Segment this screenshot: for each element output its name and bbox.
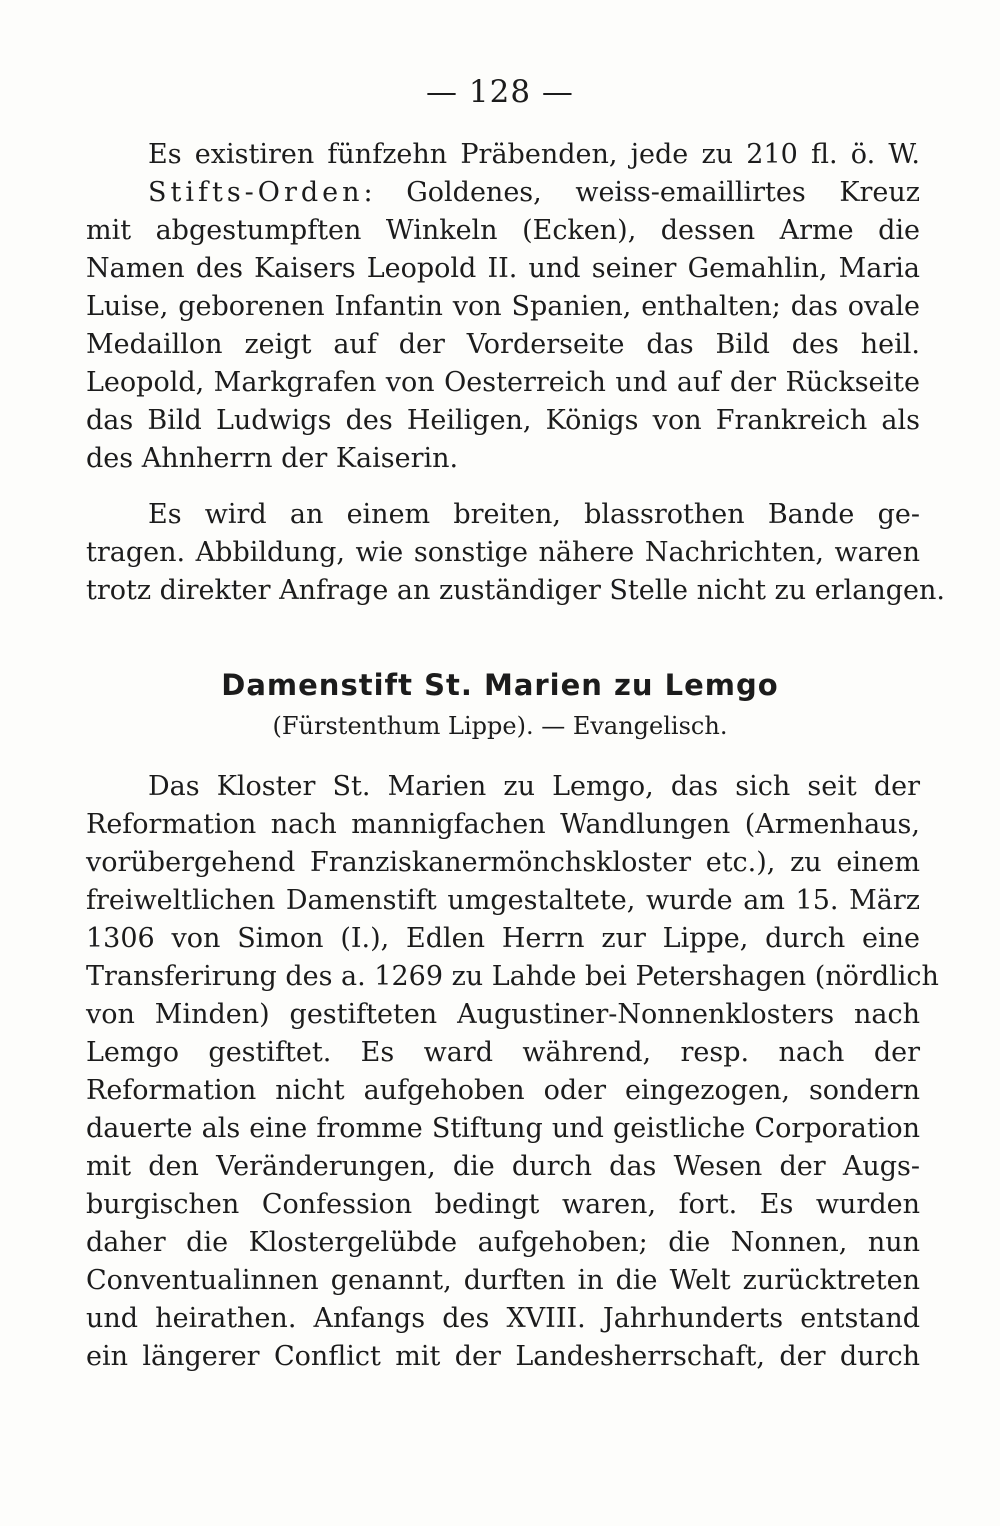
text-line: vorübergehend Franziskanermönchskloster etc.), zu einem <box>86 847 920 878</box>
text-line: trotz direkter Anfrage an zuständiger Stelle nicht zu erlangen. <box>86 575 945 606</box>
text-line: burgischen Confession bedingt waren, fort. Es wurden <box>86 1189 920 1220</box>
text-line: mit abgestumpften Winkeln (Ecken), dessen Arme die <box>86 215 920 246</box>
text-line: Conventualinnen genannt, durften in die Welt zurücktreten <box>86 1265 920 1296</box>
text-line-stifts-orden <box>86 174 920 212</box>
text-line: und heirathen. Anfangs des XVIII. Jahrhunderts entstand <box>86 1303 920 1334</box>
stifts-orden-text: : Goldenes, weiss-emaillirtes Kreuz <box>363 177 920 208</box>
text-line: 1306 von Simon (I.), Edlen Herrn zur Lippe, durch eine <box>86 923 920 954</box>
text-line: Transferirung des a. 1269 zu Lahde bei Petershagen (nördlich <box>86 961 939 992</box>
page-number: — 128 — <box>426 74 574 110</box>
paragraph-band <box>86 496 945 610</box>
text-line: tragen. Abbildung, wie sonstige nähere Nachrichten, waren <box>86 537 920 568</box>
text-line: des Ahnherrn der Kaiserin. <box>86 443 459 474</box>
text-line: von Minden) gestifteten Augustiner-Nonnenklosters nach <box>86 999 920 1030</box>
text-line: freiweltlichen Damenstift umgestaltete, wurde am 15. März <box>86 885 920 916</box>
text-line: Reformation nach mannigfachen Wandlungen (Armenhaus, <box>86 809 920 840</box>
text-line: ein längerer Conflict mit der Landesherrschaft, der durch <box>86 1341 920 1372</box>
text-line: dauerte als eine fromme Stiftung und geistliche Corporation <box>86 1113 920 1144</box>
text-line: Luise, geborenen Infantin von Spanien, enthalten; das ovale <box>86 291 920 322</box>
text-line: mit den Veränderungen, die durch das Wesen der Augs- <box>86 1151 920 1182</box>
text-line: Medaillon zeigt auf der Vorderseite das Bild des heil. <box>86 329 920 360</box>
paragraph-praebenden <box>86 136 920 478</box>
text-line: daher die Klostergelübde aufgehoben; die Nonnen, nun <box>86 1227 920 1258</box>
text-line: Leopold, Markgrafen von Oesterreich und auf der Rückseite <box>86 367 920 398</box>
paragraph-kloster <box>86 768 939 1376</box>
text-line: Lemgo gestiftet. Es ward während, resp. nach der <box>86 1037 920 1068</box>
text-line: Es wird an einem breiten, blassrothen Bande ge- <box>148 499 920 530</box>
section-subtitle: (Fürstenthum Lippe). — Evangelisch. <box>272 712 728 740</box>
text-line: Es existiren fünfzehn Präbenden, jede zu 210 fl. ö. W. <box>148 139 920 170</box>
text-line: Reformation nicht aufgehoben oder eingezogen, sondern <box>86 1075 920 1106</box>
text-line: das Bild Ludwigs des Heiligen, Königs von Frankreich als <box>86 405 920 436</box>
section-title: Damenstift St. Marien zu Lemgo <box>221 668 779 702</box>
text-line: Namen des Kaisers Leopold II. und seiner Gemahlin, Maria <box>86 253 920 284</box>
text-line: Das Kloster St. Marien zu Lemgo, das sich seit der <box>148 771 920 802</box>
stifts-orden-label: Stifts-Orden <box>148 177 364 208</box>
